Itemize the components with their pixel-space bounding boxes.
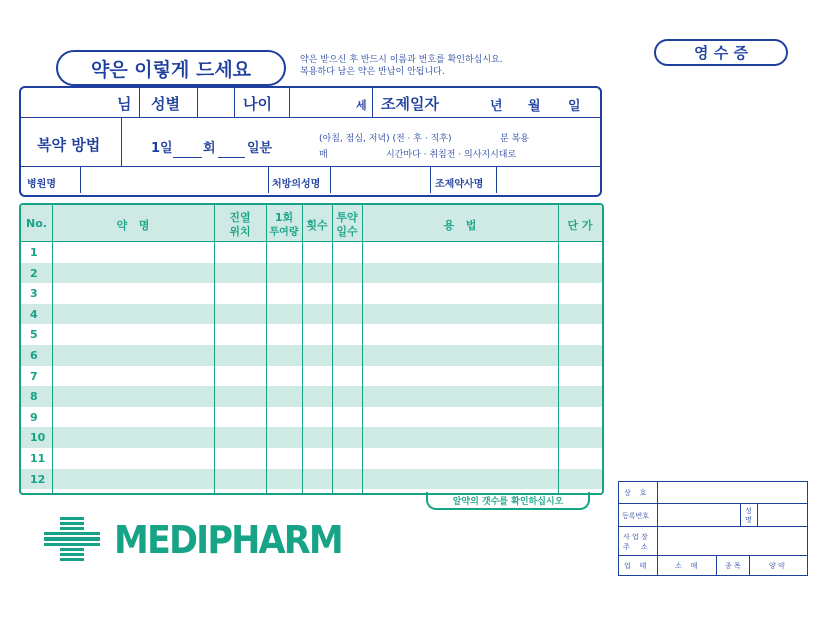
- divider: [20, 166, 600, 167]
- row-number: 4: [30, 307, 38, 321]
- divider: [619, 526, 807, 527]
- divider: [716, 555, 717, 575]
- divider: [619, 555, 807, 556]
- table-row: [21, 304, 602, 325]
- col-days-2: 일수: [336, 225, 358, 238]
- day-label: 일: [568, 99, 581, 114]
- days-label: 일분: [247, 141, 273, 156]
- divider: [749, 555, 750, 575]
- table-row: [21, 283, 602, 304]
- col-days-1: 투약: [336, 211, 358, 224]
- table-row: [21, 324, 602, 345]
- col-no: No.: [26, 217, 47, 230]
- row-number: 10: [30, 431, 46, 445]
- divider: [496, 166, 497, 193]
- row-number: 8: [30, 390, 38, 404]
- col-price: 단 가: [567, 219, 593, 232]
- row-number: 9: [30, 410, 38, 424]
- row-number: 1: [30, 246, 38, 259]
- doctor-label: 처방의성명: [272, 179, 321, 190]
- name-suffix: 님: [117, 95, 132, 113]
- timing-minutes: 분 복용: [500, 134, 529, 144]
- divider: [430, 166, 431, 193]
- col-dose-1: 1회: [274, 211, 294, 224]
- age-unit: 세: [356, 99, 367, 112]
- biz-type-label: 업 태: [624, 562, 647, 570]
- col-location-1: 진열: [229, 211, 251, 224]
- receipt-title-pill: [654, 39, 788, 66]
- logo-text: MEDIPHARM: [114, 518, 342, 562]
- row-number: 3: [30, 287, 38, 301]
- pill-count-text: 알약의 갯수를 확인하십시오: [452, 496, 564, 507]
- row-number: 12: [30, 472, 46, 486]
- col-count: 횟수: [306, 219, 328, 232]
- divider: [657, 482, 658, 575]
- notice-line-1: 약은 받으신 후 반드시 이름과 번호를 확인하십시요.: [300, 55, 503, 65]
- row-number: 6: [30, 349, 38, 362]
- timing-line-1: (아침, 점심, 저녁) (전 · 후 · 직후): [319, 134, 452, 144]
- year-label: 년: [490, 99, 503, 114]
- table-row: [21, 407, 602, 428]
- address-label-1: 사 업 장: [623, 533, 648, 541]
- receipt-title: 영 수 증: [694, 44, 748, 62]
- page-title: 약은 이렇게 드세요: [90, 58, 252, 81]
- divider: [20, 117, 600, 118]
- date-label: 조제일자: [381, 95, 439, 113]
- divider: [619, 503, 807, 504]
- logo: [44, 515, 354, 565]
- header-divider: [21, 241, 602, 242]
- divider: [330, 166, 331, 193]
- table-row: [21, 263, 602, 284]
- hospital-label: 병원명: [27, 179, 56, 190]
- column-divider: [362, 205, 363, 493]
- age-label: 나이: [243, 95, 272, 113]
- category-label: 종 목: [725, 562, 741, 570]
- divider: [757, 503, 758, 526]
- col-dose-2: 투여량: [269, 227, 299, 238]
- col-location-2: 위치: [229, 225, 251, 238]
- table-row: [21, 242, 602, 263]
- sex-label: 성별: [151, 95, 180, 113]
- column-divider: [332, 205, 333, 493]
- name-label-1: 성: [745, 507, 752, 515]
- days-field[interactable]: [218, 157, 245, 158]
- medication-table: [19, 203, 604, 495]
- row-number: 5: [30, 328, 38, 342]
- reg-no-label: 등록번호: [622, 512, 650, 520]
- receipt-box: [618, 481, 808, 576]
- table-row: [21, 448, 602, 469]
- table-row: [21, 427, 602, 448]
- divider: [197, 87, 198, 117]
- divider: [121, 117, 122, 166]
- divider: [372, 87, 373, 117]
- table-row: [21, 469, 602, 490]
- every-label: 매: [319, 150, 328, 160]
- times-field[interactable]: [173, 157, 202, 158]
- times-label: 회: [203, 141, 216, 156]
- cross-logo-icon: [44, 517, 100, 563]
- column-divider: [214, 205, 215, 493]
- notice-line-2: 복용하다 남은 약은 반납이 안됩니다.: [300, 67, 445, 77]
- address-label-2: 주 소: [623, 543, 648, 551]
- column-divider: [52, 205, 53, 493]
- row-number: 2: [30, 266, 38, 280]
- column-divider: [266, 205, 267, 493]
- row-number: 11: [30, 452, 46, 465]
- divider: [139, 87, 140, 117]
- divider: [234, 87, 235, 117]
- retail-label: 소 매: [675, 562, 698, 570]
- column-divider: [302, 205, 303, 493]
- pharmacist-label: 조제약사명: [435, 179, 484, 190]
- row-number: 7: [30, 369, 38, 383]
- table-row: [21, 386, 602, 407]
- timing-line-2: 시간마다 · 취침전 · 의사지시대로: [386, 150, 517, 160]
- per-day-label: 1일: [151, 141, 173, 156]
- table-row: [21, 366, 602, 387]
- name-label-2: 명: [745, 516, 752, 524]
- divider: [268, 166, 269, 193]
- dosage-label: 복약 방법: [37, 136, 101, 154]
- col-usage: 용 법: [443, 219, 477, 232]
- divider: [80, 166, 81, 193]
- company-label: 상 호: [624, 489, 647, 497]
- month-label: 월: [528, 99, 541, 114]
- col-drug: 약 명: [116, 219, 150, 232]
- pharmacy-label: 양 약: [769, 562, 785, 570]
- title-pill: [56, 50, 286, 86]
- pill-count-note: [426, 492, 590, 510]
- divider: [289, 87, 290, 117]
- table-row: [21, 345, 602, 366]
- column-divider: [558, 205, 559, 493]
- divider: [740, 503, 741, 526]
